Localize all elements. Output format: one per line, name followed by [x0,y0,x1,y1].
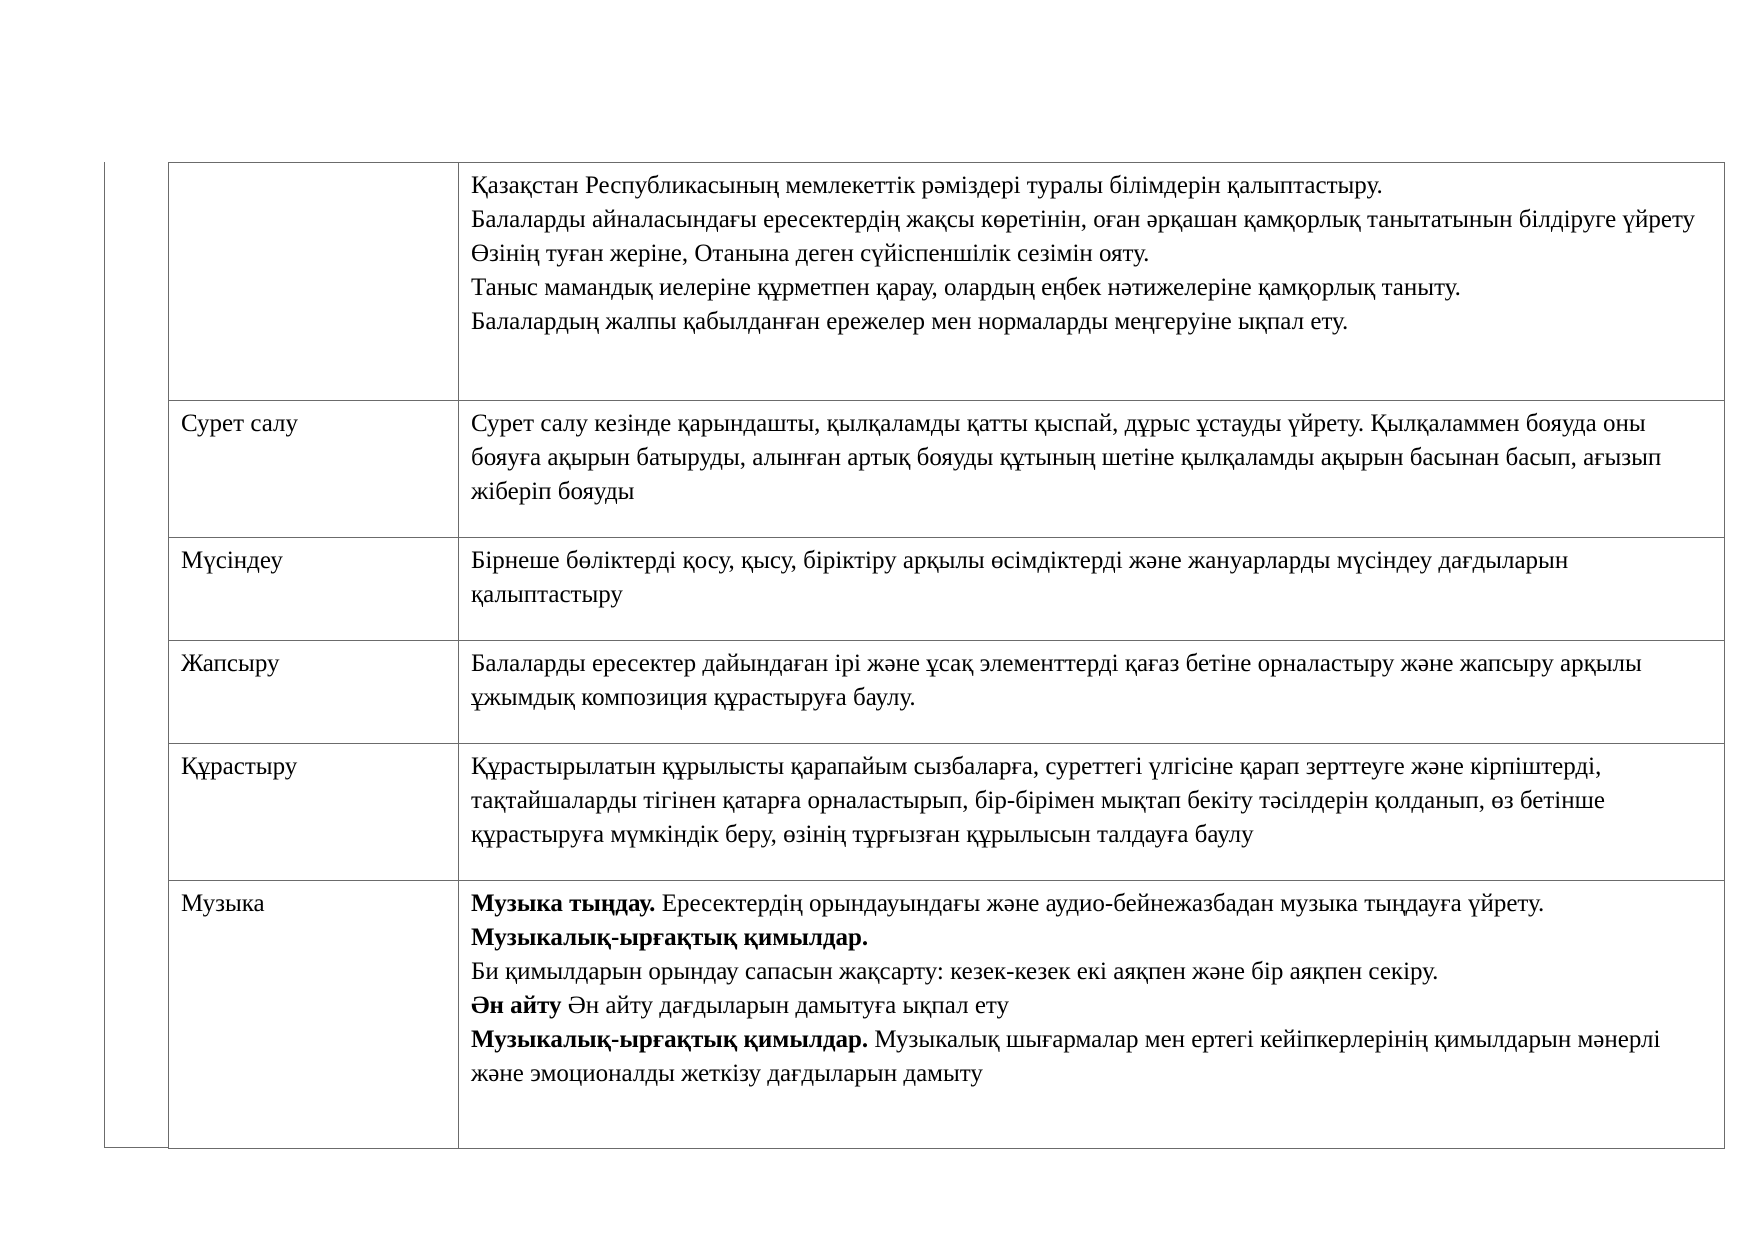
music-text: Би қимылдарын орындау сапасын жақсарту: кезек-кезек екі аяқпен және бір аяқпен секіру. [471,958,1439,985]
content-line: Қазақстан Республикасының мемлекеттік рәміздері туралы білімдерін қалыптастыру. [471,172,1383,199]
content-cell [459,881,1725,1149]
content-cell [459,163,1725,401]
subject-cell: Мүсіндеу [169,538,459,641]
content-cell: Құрастырылатын құрылысты қарапайым сызбаларға, суреттегі үлгісіне қарап зерттеуге және кірпіштерді, тақтайшаларды тігінен қатарға орналастырып, бір-бірімен мықтап бекіту тәсілдерін қолданып, өз бетінше құрастыруға мүмкіндік беру, өзінің тұрғызған құрылысын талдауға баулу [459,744,1725,881]
subject-cell: Жапсыру [169,641,459,744]
table-row [169,538,1725,641]
music-paragraph [471,887,1712,921]
music-text: Музыкалық шығармалар мен ертегі кейіпкерлерінің қимылдарын мәнерлі [868,1026,1661,1053]
content-line: Балалардың жалпы қабылданған ережелер мен нормаларды меңгеруіне ықпал ету. [471,308,1349,335]
subject-cell: Сурет салу [169,401,459,538]
subject-cell: Музыка [169,881,459,1149]
music-text: Ән айту дағдыларын дамытуға ықпал ету [561,992,1010,1019]
subject-cell: Құрастыру [169,744,459,881]
content-cell: Балаларды ересектер дайындаған ірі және ұсақ элементтерді қағаз бетіне орналастыру және жапсыру арқылы ұжымдық композиция құрастыруға баулу. [459,641,1725,744]
content-cell: Бірнеше бөліктерді қосу, қысу, біріктіру арқылы өсімдіктерді және жануарларды мүсіндеу дағдыларын қалыптастыру [459,538,1725,641]
music-text: Ересектердің орындауындағы және аудио-бейнежазбадан музыка тыңдауға үйрету. [655,890,1545,917]
music-paragraph [471,1023,1712,1057]
content-line: Балаларды айналасындағы ересектердің жақсы көретінін, оған әрқашан қамқорлық танытатынын білдіруге үйрету [471,206,1696,233]
subject-cell [169,163,459,401]
content-line: Өзінің туған жеріне, Отанына деген сүйіспеншілік сезімін ояту. [471,240,1150,267]
table-row [169,744,1725,881]
music-heading: Музыка тыңдау. [471,890,656,917]
table-row [169,163,1725,401]
music-heading: Ән айту [471,992,562,1019]
table-row [169,641,1725,744]
music-heading: Музыкалық-ырғақтық қимылдар. [471,1026,869,1053]
table-row [169,881,1725,1149]
music-paragraph [471,989,1712,1023]
content-line: Таныс мамандық иелеріне құрметпен қарау, олардың еңбек нәтижелеріне қамқорлық таныту. [471,274,1461,301]
content-cell: Сурет салу кезінде қарындашты, қылқаламды қатты қыспай, дұрыс ұстауды үйрету. Қылқаламмен бояуда оны бояуға ақырын батыруды, алынған артық бояуды құтының шетіне қылқаламды ақырын басынан басып, ағызып жіберіп бояуды [459,401,1725,538]
curriculum-table [168,162,1725,1149]
music-text: және эмоционалды жеткізу дағдыларын дамыту [471,1060,983,1087]
table-left-margin-column [104,162,169,1148]
table-row [169,401,1725,538]
music-heading: Музыкалық-ырғақтық қимылдар. [471,924,869,951]
music-paragraph [471,921,1712,955]
